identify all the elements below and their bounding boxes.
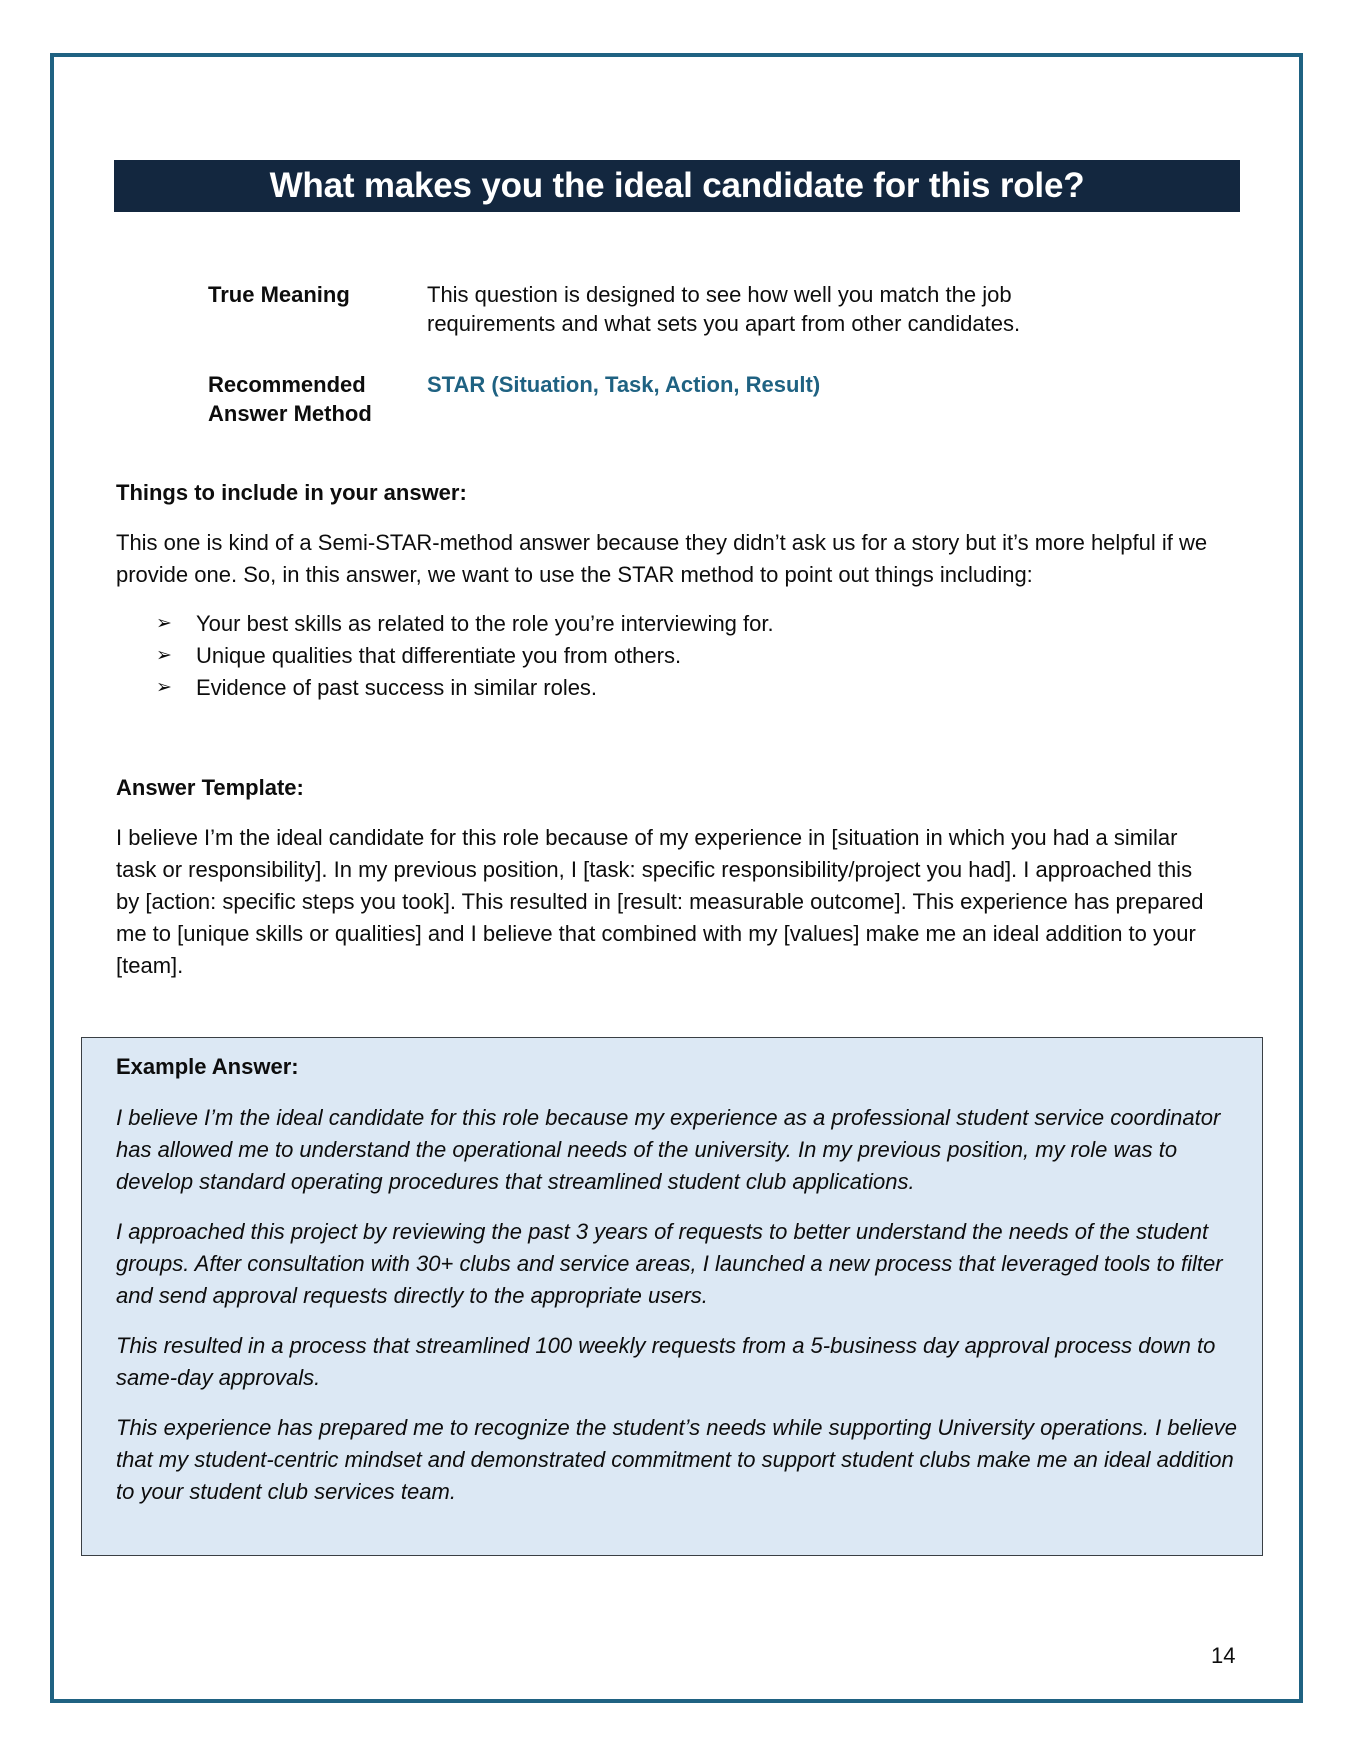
example-paragraph: I approached this project by reviewing the past 3 years of requests to better understand the needs of the student groups. After consultation with 30+ clubs and service areas, I launched a new process that leveraged tools to filter and send approval requests directly to the appropriate users. <box>116 1219 1223 1308</box>
page-title: What makes you the ideal candidate for this role? <box>114 160 1240 212</box>
arrow-bullet-icon: ➢ <box>156 613 172 634</box>
example-heading: Example Answer: <box>116 1054 299 1079</box>
true-meaning-label: True Meaning <box>208 282 350 307</box>
method-label-line1: Recommended <box>208 372 366 397</box>
list-item <box>156 608 774 640</box>
template-heading: Answer Template: <box>116 775 304 800</box>
list-item <box>156 672 774 704</box>
template-body: I believe I’m the ideal candidate for this role because of my experience in [situation in which you had a similar task or responsibility]. In my previous position, I [task: specific responsibility/project you had]. I approached this by [action: specific steps you took]. This resulted in [result: measurable outcome]. This experience has prepared me to [unique skills or qualities] and I believe that combined with my [values] make me an ideal addition to your [team]. <box>116 825 1204 978</box>
include-bullet-list <box>156 608 774 704</box>
list-item <box>156 640 774 672</box>
include-heading: Things to include in your answer: <box>116 480 467 505</box>
example-paragraph: I believe I’m the ideal candidate for this role because my experience as a professional student service coordinator has allowed me to understand the operational needs of the university. In my previous position, my role was to develop standard operating procedures that streamlined student club applications. <box>116 1105 1221 1194</box>
method-label <box>208 370 372 428</box>
arrow-bullet-icon: ➢ <box>156 645 172 666</box>
bullet-text: Evidence of past success in similar roles. <box>196 675 598 700</box>
bullet-text: Your best skills as related to the role you’re interviewing for. <box>196 611 774 636</box>
true-meaning-value: This question is designed to see how well you match the job requirements and what sets you apart from other candidates. <box>427 282 1021 336</box>
example-paragraph: This resulted in a process that streamlined 100 weekly requests from a 5-business day approval process down to same-day approvals. <box>116 1333 1216 1390</box>
page-number: 14 <box>1211 1643 1236 1668</box>
example-answer-box <box>81 1037 1263 1556</box>
example-paragraphs <box>116 1102 1246 1526</box>
include-intro: This one is kind of a Semi-STAR-method answer because they didn’t ask us for a story but it’s more helpful if we provide one. So, in this answer, we want to use the STAR method to point out things including: <box>116 530 1208 587</box>
method-value: STAR (Situation, Task, Action, Result) <box>427 372 821 397</box>
method-label-line2: Answer Method <box>208 401 372 426</box>
example-paragraph: This experience has prepared me to recognize the student’s needs while supporting University operations. I believe that my student-centric mindset and demonstrated commitment to support student clubs make me an ideal addition to your student club services team. <box>116 1415 1238 1504</box>
bullet-text: Unique qualities that differentiate you from others. <box>196 643 682 668</box>
arrow-bullet-icon: ➢ <box>156 677 172 698</box>
